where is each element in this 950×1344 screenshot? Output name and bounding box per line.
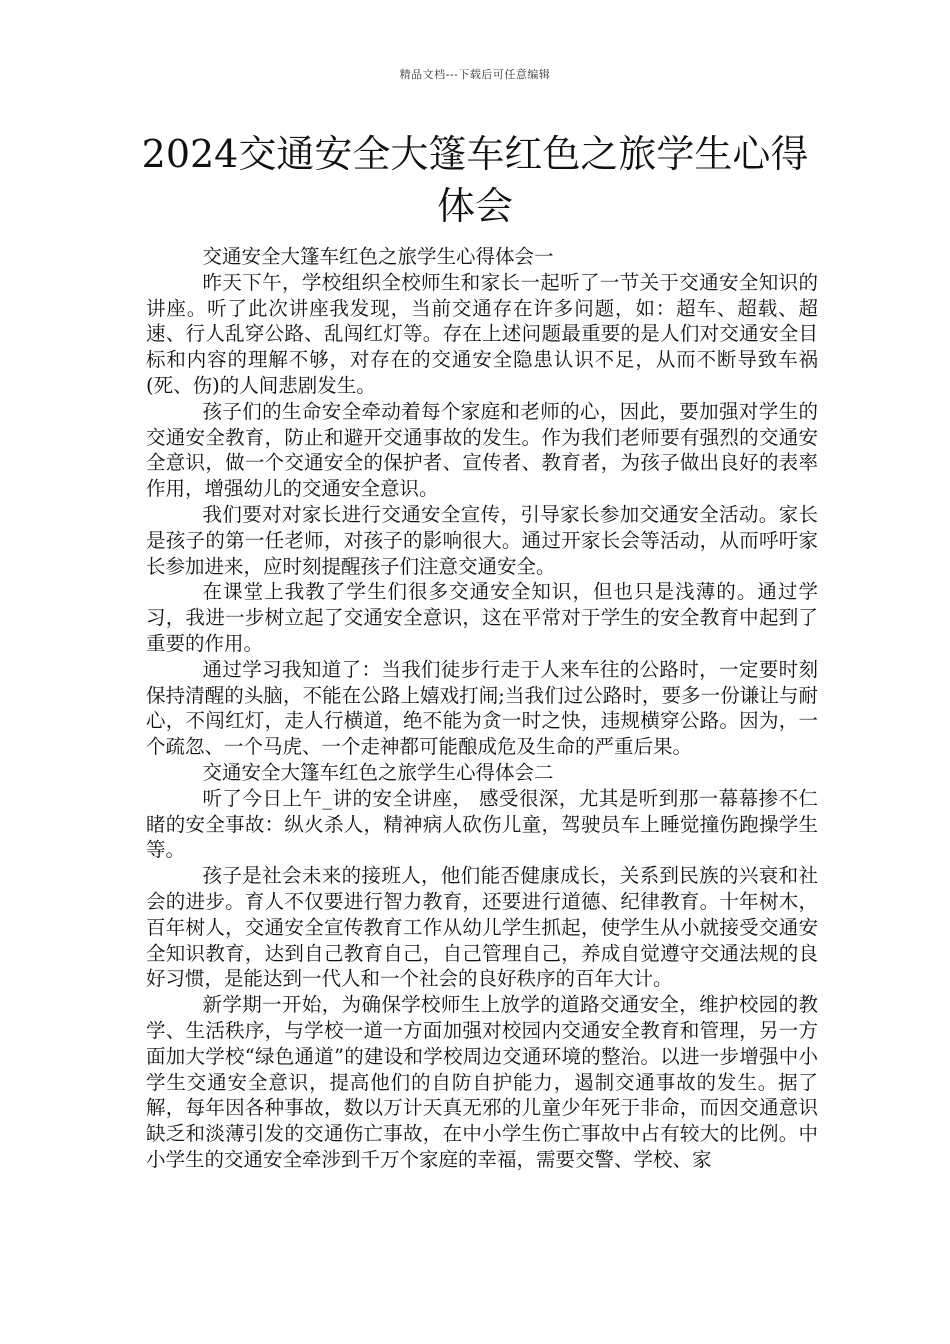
paragraph: 孩子是社会未来的接班人，他们能否健康成长，关系到民族的兴衰和社会的进步。育人不仅要进行智力教育，还要进行道德、纪律教育。十年树木，百年树人，交通安全宣传教育工作从幼儿学生抓起，使学生从小就接受交通安全知识教育，达到自己教育自己，自己管理自己，养成自觉遵守交通法规的良好习惯，是能达到一代人和一个社会的良好秩序的百年大计。 (146, 864, 818, 991)
paragraph: 孩子们的生命安全牵动着每个家庭和老师的心，因此，要加强对学生的交通安全教育，防止和避开交通事故的发生。作为我们老师要有强烈的交通安全意识，做一个交通安全的保护者、宣传者、教育者，为孩子做出良好的表率作用，增强幼儿的交通安全意识。 (146, 399, 818, 501)
paragraph: 昨天下午，学校组织全校师生和家长一起听了一节关于交通安全知识的讲座。听了此次讲座我发现，当前交通存在许多问题，如：超车、超载、超速、行人乱穿公路、乱闯红灯等。存在上述问题最重要的是人们对交通安全目标和内容的理解不够，对存在的交通安全隐患认识不足，从而不断导致车祸(死、伤)的人间悲剧发生。 (146, 270, 818, 397)
paragraph: 在课堂上我教了学生们很多交通安全知识，但也只是浅薄的。通过学习，我进一步树立起了交通安全意识，这在平常对于学生的安全教育中起到了重要的作用。 (146, 580, 818, 655)
paragraph: 我们要对对家长进行交通安全宣传，引导家长参加交通安全活动。家长是孩子的第一任老师，对孩子的影响很大。通过开家长会等活动，从而呼吁家长参加进来，应时刻提醒孩子们注意交通安全。 (146, 502, 818, 578)
paragraph: 新学期一开始，为确保学校师生上放学的道路交通安全，维护校园的教学、生活秩序，与学校一道一方面加强对校园内交通安全教育和管理，另一方面加大学校“绿色通道”的建设和学校周边交通环境的整治。以进一步增强中小学生交通安全意识，提高他们的自防自护能力，遏制交通事故的发生。据了解，每年因各种事故，数以万计天真无邪的儿童少年死于非命，而因交通意识缺乏和淡薄引发的交通伤亡事故，在中小学生伤亡事故中占有较大的比例。中小学生的交通安全牵涉到千万个家庭的幸福，需要交警、学校、家 (146, 993, 818, 1171)
document-title: 2024交通安全大篷车红色之旅学生心得体会 (141, 132, 809, 228)
paragraph: 听了今日上午_讲的安全讲座， 感受很深，尤其是听到那一幕幕掺不仁睹的安全事故：纵火杀人，精神病人砍伤儿童，驾驶员车上睡觉撞伤跑操学生等。 (146, 786, 818, 862)
section-heading-2: 交通安全大篷车红色之旅学生心得体会二 (202, 760, 554, 784)
header-note: 精品文档---下载后可任意编辑 (399, 68, 551, 81)
section-heading-1: 交通安全大篷车红色之旅学生心得体会一 (202, 245, 554, 268)
document-body (146, 244, 818, 1173)
paragraph: 通过学习我知道了：当我们徒步行走于人来车往的公路时，一定要时刻保持清醒的头脑，不能在公路上嬉戏打闹;当我们过公路时，要多一份谦让与耐心，不闯红灯，走人行横道，绝不能为贪一时之快，违规横穿公路。因为，一个疏忽、一个马虎、一个走神都可能酿成危及生命的严重后果。 (146, 657, 818, 759)
